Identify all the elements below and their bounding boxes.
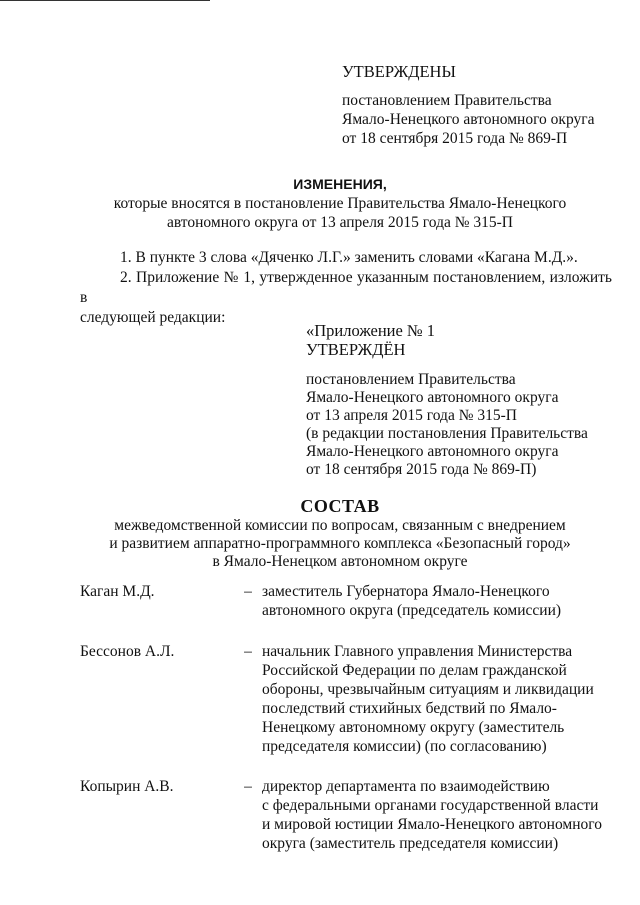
member-name: Копырин А.В. <box>80 778 174 795</box>
approved-block <box>342 62 632 148</box>
member-row <box>80 582 620 620</box>
composition-title: СОСТАВ <box>300 496 380 516</box>
changes-block <box>40 175 640 232</box>
changes-title: ИЗМЕНЕНИЯ, <box>293 176 387 192</box>
appendix-line: Ямало-Ненецкого автономного округа <box>306 443 559 460</box>
appendix-line: Ямало-Ненецкого автономного округа <box>306 389 559 406</box>
member-desc-line: автономного округа (председатель комиссии) <box>262 602 562 619</box>
appendix-approved: УТВЕРЖДЁН <box>306 340 406 359</box>
appendix-line: от 13 апреля 2015 года № 315-П <box>306 407 517 424</box>
member-description <box>258 582 612 620</box>
item-2-continued: следующей редакции: <box>80 309 226 326</box>
member-name: Бессонов А.Л. <box>80 643 175 660</box>
approved-line: Ямало-Ненецкого автономного округа <box>342 111 595 128</box>
approved-title: УТВЕРЖДЕНЫ <box>342 62 456 81</box>
member-desc-line: обороны, чрезвычайным ситуациям и ликвидации <box>262 681 594 698</box>
member-desc-line: с федеральными органами государственной власти <box>262 797 599 814</box>
member-dash: – <box>244 583 252 600</box>
member-desc-line: и мировой юстиции Ямало-Ненецкого автономного <box>262 816 602 833</box>
member-row <box>80 642 620 756</box>
member-desc-line: Российской Федерации по делам гражданской <box>262 662 567 679</box>
member-desc-line: директор департамента по взаимодействию <box>262 778 550 795</box>
member-description <box>258 642 612 756</box>
appendix-title: «Приложение № 1 <box>306 321 436 340</box>
member-desc-line: округа (заместитель председателя комиссии) <box>262 835 559 852</box>
member-desc-line: последствий стихийных бедствий по Ямало- <box>262 700 557 717</box>
top-rule <box>0 0 210 1</box>
member-name: Каган М.Д. <box>80 583 155 600</box>
member-dash: – <box>244 643 252 660</box>
member-desc-line: начальник Главного управления Министерства <box>262 643 573 660</box>
composition-block <box>40 497 640 571</box>
composition-line: межведомственной комиссии по вопросам, связанным с внедрением <box>114 517 566 534</box>
body-text <box>80 248 612 328</box>
approved-line: постановлением Правительства <box>342 92 552 109</box>
member-desc-line: председателя комиссии) (по согласованию) <box>262 738 547 755</box>
members-list <box>80 582 620 853</box>
changes-line: автономного округа от 13 апреля 2015 года № 315-П <box>167 214 513 231</box>
item-2: 2. Приложение № 1, утвержденное указанным постановлением, изложить в <box>80 269 612 306</box>
member-desc-line: заместитель Губернатора Ямало-Ненецкого <box>262 583 550 600</box>
appendix-line: постановлением Правительства <box>306 371 516 388</box>
approved-line: от 18 сентября 2015 года № 869-П <box>342 130 568 147</box>
appendix-block <box>306 321 626 479</box>
member-desc-line: Ненецкому автономному округу (заместитель <box>262 719 565 736</box>
member-description <box>258 777 612 853</box>
member-row <box>80 777 620 853</box>
member-dash: – <box>244 778 252 795</box>
appendix-line: (в редакции постановления Правительства <box>306 425 588 442</box>
item-1: 1. В пункте 3 слова «Дяченко Л.Г.» заменить словами «Кагана М.Д.». <box>120 249 578 266</box>
composition-line: и развитием аппаратно-программного комплекса «Безопасный город» <box>109 535 571 552</box>
composition-line: в Ямало-Ненецком автономном округе <box>212 553 468 570</box>
changes-line: которые вносятся в постановление Правительства Ямало-Ненецкого <box>113 195 567 212</box>
appendix-line: от 18 сентября 2015 года № 869-П) <box>306 461 537 478</box>
